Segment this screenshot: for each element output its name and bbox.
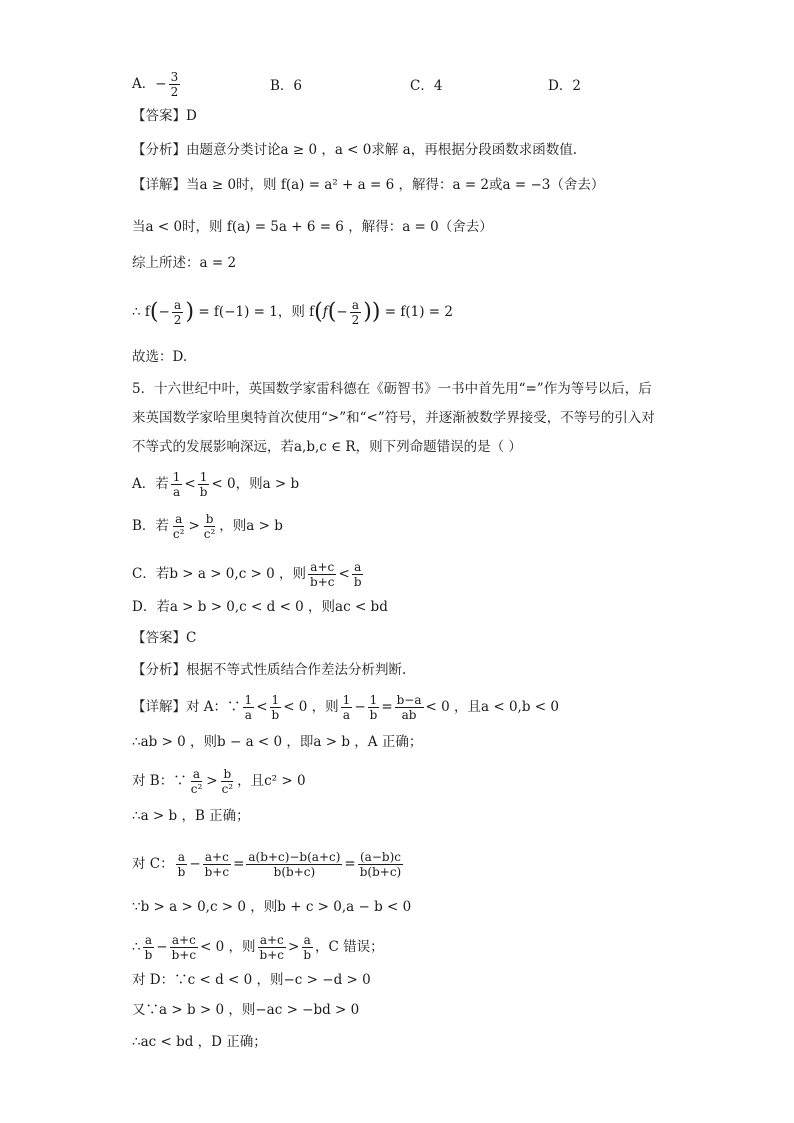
q5-detail-a2: ∴ab > 0 ，则b − a < 0 ，即a > b ，A 正确； bbox=[132, 734, 423, 750]
q5-detail-c: 对 C： $\frac{a}{b}$ − $\frac{a+c}{b+c}$ = $\frac{a(b+c)-b(a+c)}{b(b+c)}$ = $\frac{(a-b)c}{b(b+c)}$ bbox=[132, 850, 402, 879]
q4-analysis: 【分析】由题意分类讨论a ≥ 0 ，a < 0求解 a，再根据分段函数求函数值. bbox=[132, 142, 577, 158]
q4-detail-4: ∴ f(− $\frac{a}{2}$ ) = f(−1) = 1，则 f(f(− $\frac{a}{2}$ )) = f(1) = 2 bbox=[132, 298, 453, 327]
option-b: B．6 bbox=[270, 78, 303, 94]
q5-detail-d1: 对 D：∵c < d < 0 ，则−c > −d > 0 bbox=[132, 972, 371, 988]
q5-stem-3: 不等式的发展影响深远，若a,b,c ∈ R，则下列命题错误的是（ ） bbox=[132, 439, 522, 455]
q4-detail-2: 当a < 0时，则 f(a) = 5a + 6 = 6 ，解得：a = 0（舍去） bbox=[132, 219, 493, 235]
q5-option-b: B．若 $\frac{a}{\text{c²}}$ > $\frac{b}{\text{c²}}$ ，则a > b bbox=[132, 512, 283, 541]
q5-stem-1: 5．十六世纪中叶，英国数学家雷科德在《砺智书》一书中首先用“=”作为等号以后，后 bbox=[132, 381, 652, 397]
q5-detail-a: 【详解】对 A：∵ $\frac{1}{a}$ < $\frac{1}{b}$ < 0 ，则 $\frac{1}{a}$ − $\frac{1}{b}$ = $\frac{b-a}{ab}$ < 0 ，且a < 0,b < 0 bbox=[132, 693, 559, 722]
q5-detail-b2: ∴a > b ，B 正确； bbox=[132, 808, 250, 824]
q5-detail-d2: 又∵a > b > 0 ，则−ac > −bd > 0 bbox=[132, 1002, 360, 1018]
option-a: A．− $\frac{3}{2}$ bbox=[132, 70, 179, 99]
q5-detail-d3: ∴ac < bd ，D 正确； bbox=[132, 1034, 267, 1050]
q5-detail-b: 对 B：∵ $\frac{a}{\text{c²}}$ > $\frac{b}{\text{c²}}$ ，且c² > 0 bbox=[132, 767, 306, 796]
q4-detail-3: 综上所述：a = 2 bbox=[132, 255, 237, 271]
q4-detail-1: 【详解】当a ≥ 0时，则 f(a) = a² + a = 6 ，解得：a = 2或a = −3（舍去） bbox=[132, 177, 605, 193]
q5-option-d: D．若a > b > 0,c < d < 0 ，则ac < bd bbox=[132, 599, 388, 615]
q5-answer: 【答案】C bbox=[132, 630, 197, 646]
q5-option-a: A．若 $\frac{1}{a}$ < $\frac{1}{b}$ < 0，则a > b bbox=[132, 470, 300, 499]
q5-detail-c2: ∵b > a > 0,c > 0 ，则b + c > 0,a − b < 0 bbox=[132, 899, 412, 915]
q5-analysis: 【分析】根据不等式性质结合作差法分析判断. bbox=[132, 662, 407, 678]
q4-conclusion: 故选：D. bbox=[132, 349, 188, 365]
q5-option-c: C．若b > a > 0,c > 0 ，则 $\frac{a+c}{b+c}$ < $\frac{a}{b}$ bbox=[132, 560, 362, 589]
option-d: D．2 bbox=[548, 78, 581, 94]
q4-answer: 【答案】D bbox=[132, 108, 197, 124]
option-c: C．4 bbox=[410, 78, 443, 94]
q5-stem-2: 来英国数学家哈里奥特首次使用“>”和“<”符号，并逐渐被数学界接受，不等号的引入对 bbox=[132, 410, 655, 426]
q5-detail-c3: ∴ $\frac{a}{b}$ − $\frac{a+c}{b+c}$ < 0 ，则 $\frac{a+c}{b+c}$ > $\frac{a}{b}$ ，C 错误； bbox=[132, 933, 384, 962]
